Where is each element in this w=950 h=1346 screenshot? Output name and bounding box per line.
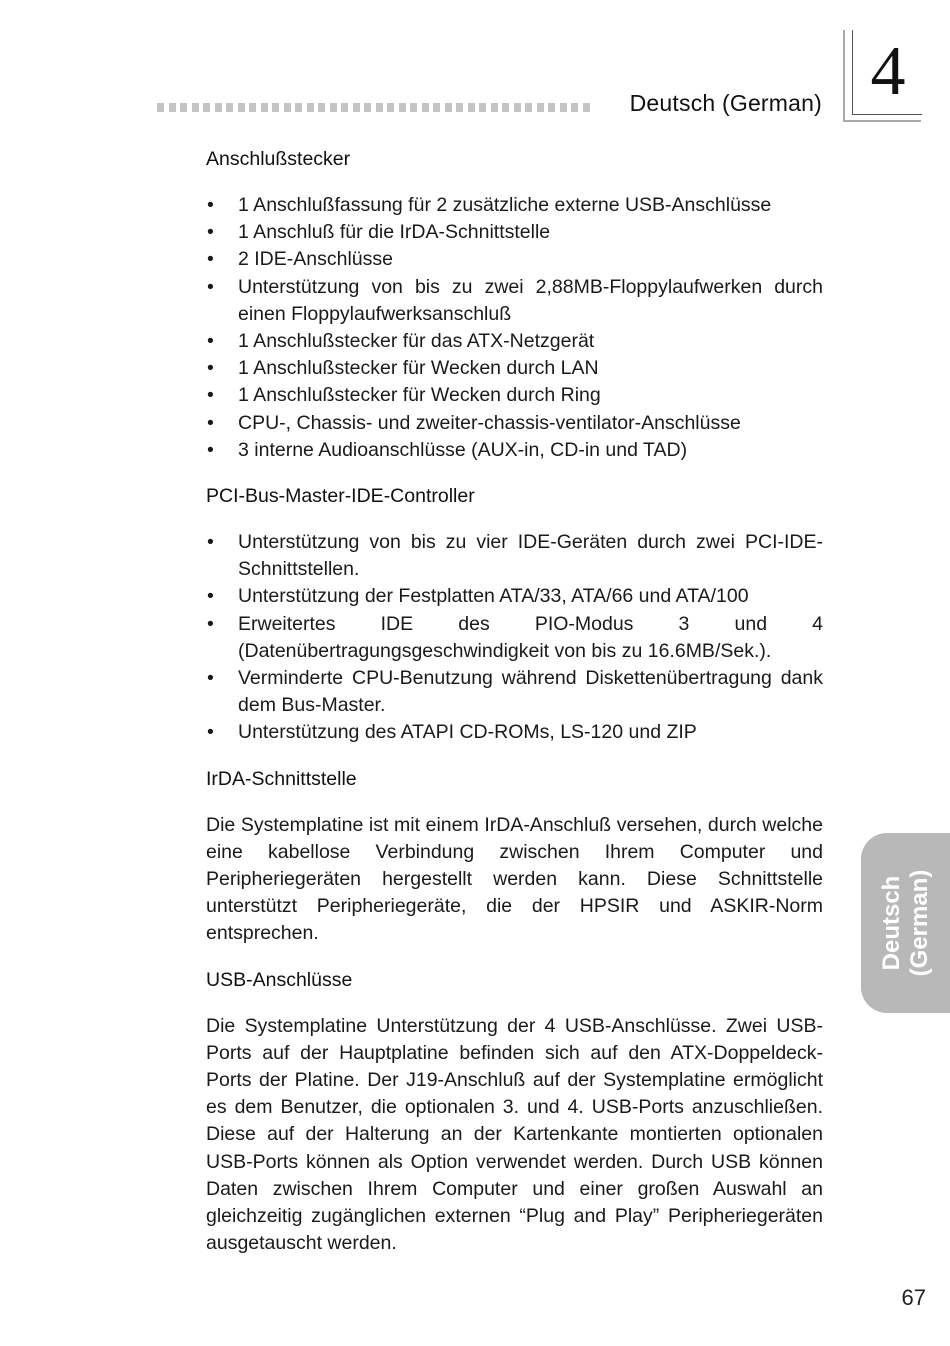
header-dot: [284, 103, 291, 112]
header-dot: [514, 103, 521, 112]
header-dot: [180, 103, 187, 112]
header-dot: [238, 103, 245, 112]
header-dot: [433, 103, 440, 112]
header-dot: [376, 103, 383, 112]
header-dot: [330, 103, 337, 112]
header-dot: [272, 103, 279, 112]
header-dot: [410, 103, 417, 112]
header-dot: [249, 103, 256, 112]
header-dot: [525, 103, 532, 112]
header-dot: [468, 103, 475, 112]
side-tab-line-1: Deutsch: [877, 875, 905, 971]
list-item: • CPU-, Chassis- und zweiter-chassis-ventilator-Anschlüsse: [206, 410, 823, 437]
header-dot: [295, 103, 302, 112]
header-dot: [261, 103, 268, 112]
chapter-title: Deutsch (German): [629, 90, 822, 116]
list-item: • 1 Anschlußstecker für das ATX-Netzgerät: [206, 328, 823, 355]
connectors-list: [206, 192, 823, 464]
section-heading-connectors: Anschlußstecker: [206, 148, 351, 170]
header-dot: [445, 103, 452, 112]
header-dot: [341, 103, 348, 112]
list-item: • Verminderte CPU-Benutzung während Diskettenübertragung dank dem Bus-Master.: [206, 665, 823, 719]
list-item: • Unterstützung von bis zu zwei 2,88MB-Floppylaufwerken durch einen Floppylaufwerksanschluß: [206, 274, 823, 328]
side-tab-line-2: (German): [905, 869, 933, 977]
list-item: • 1 Anschlußstecker für Wecken durch LAN: [206, 355, 823, 382]
header-dot: [491, 103, 498, 112]
section-heading-pci-ide: PCI-Bus-Master-IDE-Controller: [206, 485, 475, 508]
list-item: • 1 Anschlußstecker für Wecken durch Ring: [206, 382, 823, 409]
list-item: • Unterstützung von bis zu vier IDE-Geräten durch zwei PCI-IDE-Schnittstellen.: [206, 529, 823, 583]
list-item: • 2 IDE-Anschlüsse: [206, 246, 823, 273]
usb-paragraph: Die Systemplatine Unterstützung der 4 USB-Anschlüsse. Zwei USB-Ports auf der Hauptplatine befinden sich auf den ATX-Doppeldeck-Ports der Platine. Der J19-Anschluß auf der Systemplatine ermöglicht es dem Benutzer, die optionalen 3. und 4. USB-Ports anzuschließen. Diese auf der Halterung an der Kartenkante montierten optionalen USB-Ports können als Option verwendet werden. Durch USB können Daten zwischen Ihrem Computer und einer großen Auswahl an gleichzeitig zugänglichen externen “Plug and Play” Peripheriegeräten ausgetauscht werden.: [206, 1014, 823, 1255]
header-dot: [226, 103, 233, 112]
header-dot: [422, 103, 429, 112]
header-dot: [307, 103, 314, 112]
side-tab-label: [878, 870, 934, 977]
pci-ide-list: [206, 529, 823, 747]
header-dot: [353, 103, 360, 112]
header-dot: [364, 103, 371, 112]
header-dot: [215, 103, 222, 112]
list-item: • 1 Anschlußfassung für 2 zusätzliche externe USB-Anschlüsse: [206, 192, 823, 219]
header-dot: [456, 103, 463, 112]
list-item: • 3 interne Audioanschlüsse (AUX-in, CD-in und TAD): [206, 437, 823, 464]
irda-paragraph: Die Systemplatine ist mit einem IrDA-Anschluß versehen, durch welche eine kabellose Verbindung zwischen Ihrem Computer und Peripheriegeräten hergestellt werden kann. Diese Schnittstelle unterstützt Peripheriegeräte, die der HPSIR und ASKIR-Norm entsprechen.: [206, 813, 823, 945]
header-dot: [548, 103, 555, 112]
list-item: • Unterstützung der Festplatten ATA/33, ATA/66 und ATA/100: [206, 583, 823, 610]
header-dot: [571, 103, 578, 112]
header-dot: [169, 103, 176, 112]
page-number: 67: [901, 1285, 926, 1310]
header-dot: [157, 103, 164, 112]
list-item: • Unterstützung des ATAPI CD-ROMs, LS-120 und ZIP: [206, 719, 823, 746]
header-dot: [192, 103, 199, 112]
header-dot: [537, 103, 544, 112]
section-heading-usb: USB-Anschlüsse: [206, 968, 353, 991]
side-tab: [861, 833, 950, 1013]
header-dot: [318, 103, 325, 112]
header-dot: [479, 103, 486, 112]
header-dot: [203, 103, 210, 112]
main-content: [206, 146, 823, 1258]
header-dot: [387, 103, 394, 112]
header-dots: [157, 103, 590, 112]
list-item: • 1 Anschluß für die IrDA-Schnittstelle: [206, 219, 823, 246]
section-heading-irda: IrDA-Schnittstelle: [206, 767, 357, 790]
header-dot: [560, 103, 567, 112]
header-dot: [399, 103, 406, 112]
header-dot: [583, 103, 590, 112]
chapter-number: 4: [870, 33, 906, 110]
list-item: • Erweitertes IDE des PIO-Modus 3 und 4 (Datenübertragungsgeschwindigkeit von bis zu 16.6MB/Sek.).: [206, 611, 823, 665]
header-dot: [502, 103, 509, 112]
